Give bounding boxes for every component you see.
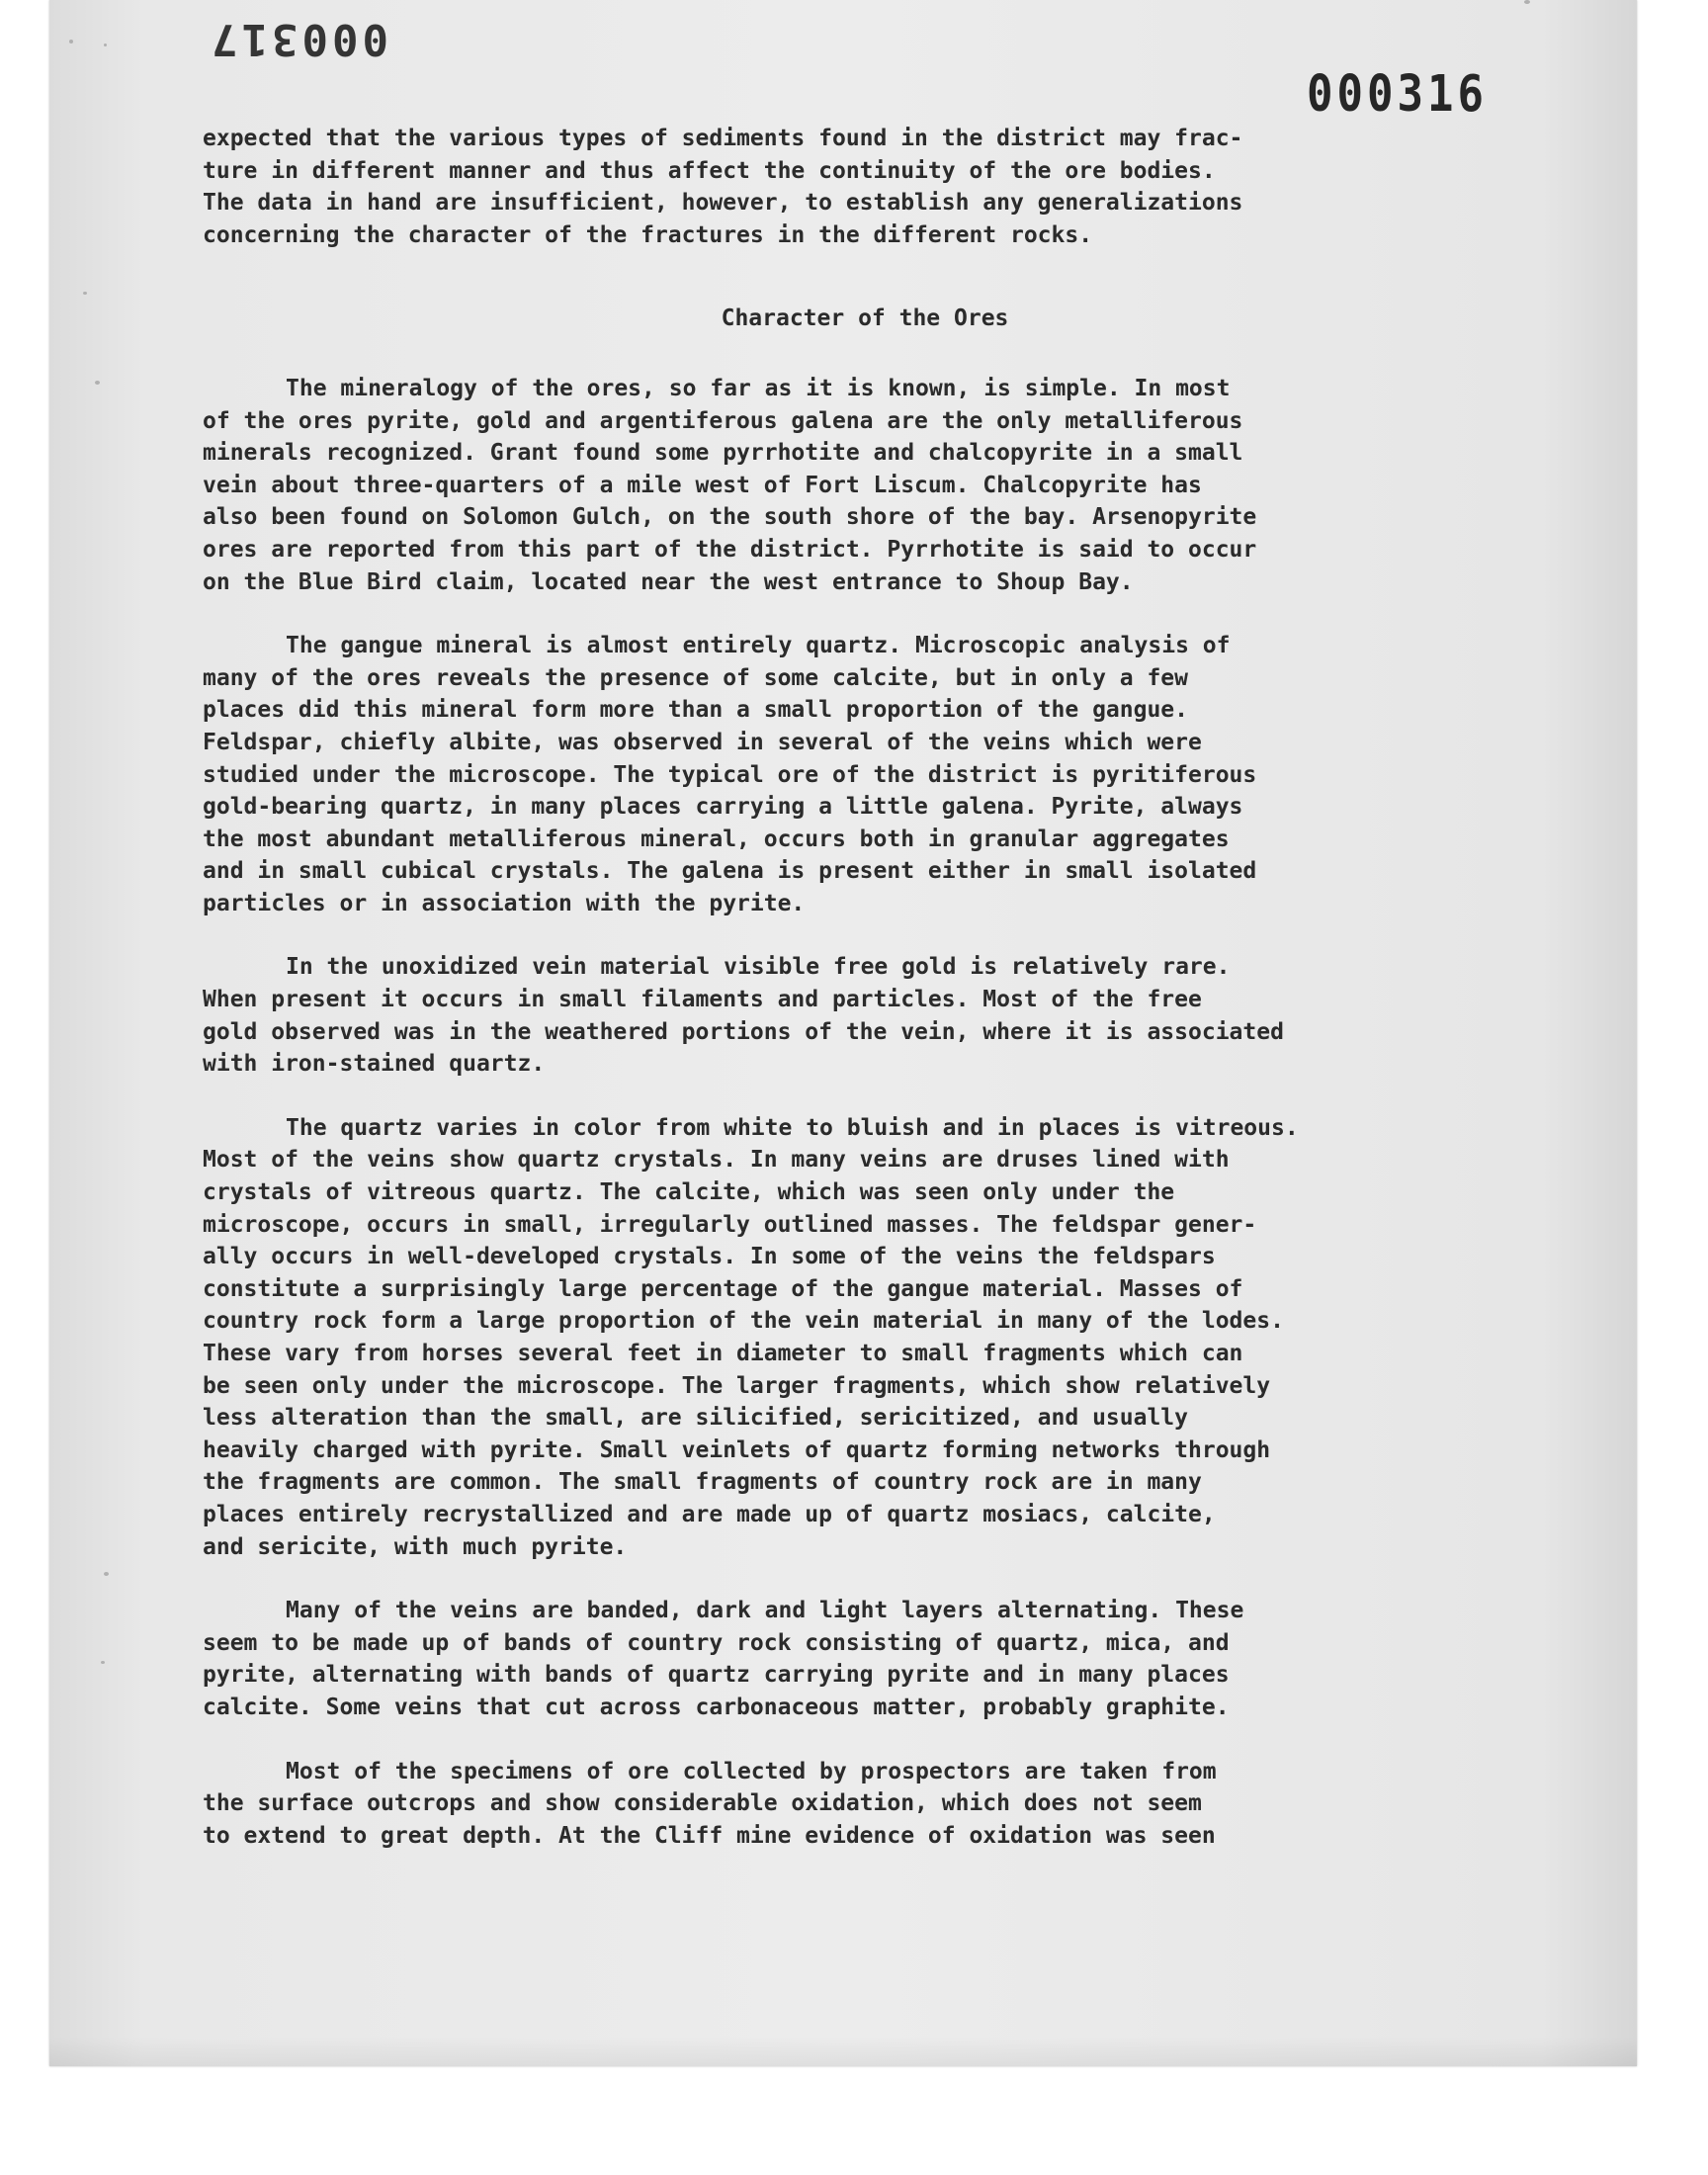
paragraph-oxidation: Most of the specimens of ore collected by prospectors are taken from the surface outcrops and show considerable oxidation, which does not seem to extend to great depth. At the Cliff mine evidence of oxidation was seen [203, 1758, 1217, 1849]
opening-paragraph: expected that the various types of sediments found in the district may frac- ture in different manner and thus affect the continuity of the ore bodies. The data in hand are insufficient, however, to establish any generalizations concerning the character of the fractures in the different rocks. [203, 126, 1243, 248]
page-number-stamp: 000316 [1307, 65, 1488, 124]
paragraph-gangue: The gangue mineral is almost entirely quartz. Microscopic analysis of many of the ores reveals the presence of some calcite, but in only a few places did this mineral form more than a small proportion of the gangue. Feldspar, chiefly albite, was observed in several of the veins which were studied under the microscope. The typical ore of the district is pyritiferous gold-bearing quartz, in many places carrying a little galena. Pyrite, always the most abundant metalliferous mineral, occurs both in granular aggregates and in small cubical crystals. The galena is present either in small isolated particles or in association with the pyrite. [203, 633, 1257, 916]
scan-speck [69, 40, 73, 44]
scan-speck [95, 381, 100, 385]
section-title: Character of the Ores [721, 305, 1009, 332]
paragraph-mineralogy: The mineralogy of the ores, so far as it is known, is simple. In most of the ores pyrite, gold and argentiferous galena are the only metalliferous minerals recognized. Grant found some pyrrhotite and chalcopyrite in a small vein about three-quarters of a mile west of Fort Liscum. Chalcopyrite has also been found on Solomon Gulch, on the south shore of the bay. Arsenopyrite ores are reported from this part of the district. Pyrrhotite is said to occur on the Blue Bird claim, located near the west entrance to Shoup Bay. [203, 375, 1257, 595]
paragraph-free-gold: In the unoxidized vein material visible free gold is relatively rare. When present it occurs in small filaments and particles. Most of the free gold observed was in the weathered portions of the vein, where it is associated with iron-stained quartz. [203, 954, 1284, 1078]
scan-speck [1524, 0, 1530, 4]
scan-speck [83, 292, 87, 295]
page-stamp-upside-down: 000317 [208, 14, 388, 64]
paragraph-banded-veins: Many of the veins are banded, dark and light layers alternating. These seem to be made up of bands of country rock consisting of quartz, mica, and pyrite, alternating with bands of quartz carrying pyrite and in many places calcite. Some veins that cut across carbonaceous matter, probably graphite. [203, 1598, 1244, 1720]
scan-speck [104, 1572, 109, 1576]
scan-speck [101, 1661, 105, 1664]
scan-speck [104, 44, 107, 46]
paragraph-quartz: The quartz varies in color from white to bluish and in places is vitreous. Most of the veins show quartz crystals. In many veins are druses lined with crystals of vitreous quartz. The calcite, which was seen only under the microscope, occurs in small, irregularly outlined masses. The feldspar gener- ally occurs in well-developed crystals. In some of the veins the feldspars constitute a surprisingly large percentage of the gangue material. Masses of country rock form a large proportion of the vein material in many of the lodes. These vary from horses several feet in diameter to small fragments which can be seen only under the microscope. The larger fragments, which show relatively less alteration than the small, are silicified, sericitized, and usually heavily charged with pyrite. Small veinlets of quartz forming networks through the fragments are common. The small fragments of country rock are in many places entirely recrystallized and are made up of quartz mosiacs, calcite, and sericite, with much pyrite. [203, 1114, 1299, 1560]
document-body [203, 123, 1517, 1883]
